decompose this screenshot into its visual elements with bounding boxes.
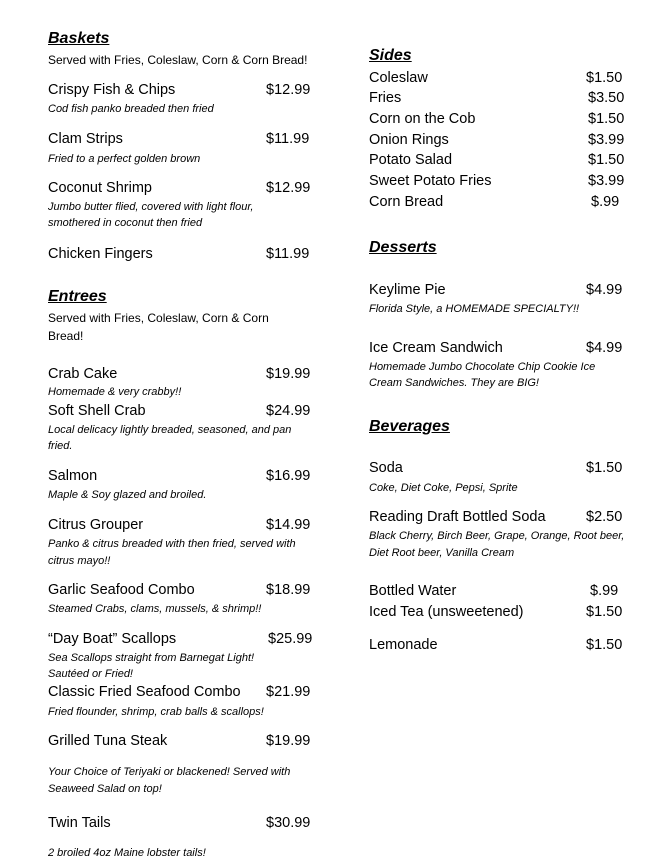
item-price: $4.99	[586, 282, 623, 298]
item-description: Your Choice of Teriyaki or blackened! Served with	[48, 766, 291, 778]
item-name: Chicken Fingers	[48, 246, 153, 262]
side-name: Potato Salad	[369, 152, 453, 168]
item-name: Soda	[369, 460, 403, 476]
item-price: $16.99	[266, 468, 311, 484]
item-name: Clam Strips	[48, 131, 123, 147]
desserts-heading: Desserts	[369, 239, 437, 256]
item-description: 2 broiled 4oz Maine lobster tails!	[48, 847, 206, 859]
item-description: Local delicacy lightly breaded, seasoned, and pan	[48, 424, 292, 436]
item-description: Seaweed Salad on top!	[48, 783, 162, 795]
item-description: Cream Sandwiches. They are BIG!	[369, 377, 539, 389]
item-price: $24.99	[266, 403, 311, 419]
item-name: Grilled Tuna Steak	[48, 733, 168, 749]
item-name: Iced Tea (unsweetened)	[369, 604, 524, 620]
item-name: Coconut Shrimp	[48, 180, 152, 196]
entrees-heading: Entrees	[48, 288, 107, 305]
item-price: $.99	[590, 583, 619, 599]
item-description: Coke, Diet Coke, Pepsi, Sprite	[369, 482, 518, 494]
item-price: $1.50	[586, 637, 623, 653]
baskets-subtitle: Served with Fries, Coleslaw, Corn & Corn Bread!	[48, 53, 308, 67]
side-price: $1.50	[588, 111, 625, 127]
item-price: $19.99	[266, 366, 311, 382]
sides-heading: Sides	[369, 47, 412, 64]
item-price: $1.50	[586, 460, 623, 476]
item-name: Reading Draft Bottled Soda	[369, 509, 546, 525]
item-name: Garlic Seafood Combo	[48, 582, 195, 598]
item-price: $11.99	[266, 131, 310, 147]
item-name: Twin Tails	[48, 815, 111, 831]
item-description: Homemade Jumbo Chocolate Chip Cookie Ice	[369, 361, 596, 373]
entrees-subtitle: Served with Fries, Coleslaw, Corn & Corn	[48, 311, 269, 325]
item-description: citrus mayo!!	[48, 555, 111, 567]
item-price: $2.50	[586, 509, 623, 525]
item-price: $19.99	[266, 733, 311, 749]
item-name: Lemonade	[369, 637, 438, 653]
baskets-heading: Baskets	[48, 30, 110, 47]
side-price: $3.99	[588, 132, 625, 148]
item-price: $12.99	[266, 82, 311, 98]
item-price: $4.99	[586, 340, 623, 356]
item-description: Fried to a perfect golden brown	[48, 153, 201, 165]
item-name: Crispy Fish & Chips	[48, 82, 176, 98]
side-price: $3.50	[588, 90, 625, 106]
item-description: Black Cherry, Birch Beer, Grape, Orange, Root beer,	[369, 530, 625, 542]
item-description: Jumbo butter flied, covered with light flour,	[48, 201, 254, 213]
item-description: smothered in coconut then fried	[48, 217, 203, 229]
side-name: Corn on the Cob	[369, 111, 476, 127]
item-name: Citrus Grouper	[48, 517, 144, 533]
side-price: $1.50	[588, 152, 625, 168]
item-price: $25.99	[268, 631, 313, 647]
item-price: $11.99	[266, 246, 310, 262]
item-description: Homemade & very crabby!!	[48, 386, 182, 398]
entrees-subtitle: Bread!	[48, 329, 84, 343]
item-description: fried.	[48, 440, 73, 452]
side-price: $3.99	[588, 173, 625, 189]
item-description: Maple & Soy glazed and broiled.	[48, 489, 207, 501]
side-name: Corn Bread	[369, 194, 444, 210]
item-price: $30.99	[266, 815, 311, 831]
item-description: Cod fish panko breaded then fried	[48, 103, 214, 115]
side-name: Onion Rings	[369, 132, 449, 148]
item-price: $1.50	[586, 604, 623, 620]
item-name: Salmon	[48, 468, 98, 484]
side-price: $.99	[591, 194, 620, 210]
side-name: Coleslaw	[369, 70, 428, 86]
item-description: Sea Scallops straight from Barnegat Light!	[48, 652, 255, 664]
item-description: Steamed Crabs, clams, mussels, & shrimp!!	[48, 603, 262, 615]
item-name: Classic Fried Seafood Combo	[48, 684, 241, 700]
item-name: Soft Shell Crab	[48, 403, 146, 419]
item-description: Panko & citrus breaded with then fried, served with	[48, 538, 296, 550]
side-price: $1.50	[586, 70, 623, 86]
side-name: Fries	[369, 90, 402, 106]
item-description: Florida Style, a HOMEMADE SPECIALTY!!	[369, 303, 580, 315]
item-name: Crab Cake	[48, 366, 118, 382]
item-price: $18.99	[266, 582, 311, 598]
item-price: $14.99	[266, 517, 311, 533]
item-name: Keylime Pie	[369, 282, 446, 298]
item-description: Fried flounder, shrimp, crab balls & scallops!	[48, 706, 264, 718]
item-description: Sautéed or Fried!	[48, 668, 133, 680]
item-description: Diet Root beer, Vanilla Cream	[369, 547, 515, 559]
item-name: “Day Boat” Scallops	[48, 631, 177, 647]
item-price: $12.99	[266, 180, 311, 196]
item-name: Ice Cream Sandwich	[369, 340, 503, 356]
beverages-heading: Beverages	[369, 418, 450, 435]
item-name: Bottled Water	[369, 583, 457, 599]
side-name: Sweet Potato Fries	[369, 173, 492, 189]
item-price: $21.99	[266, 684, 311, 700]
